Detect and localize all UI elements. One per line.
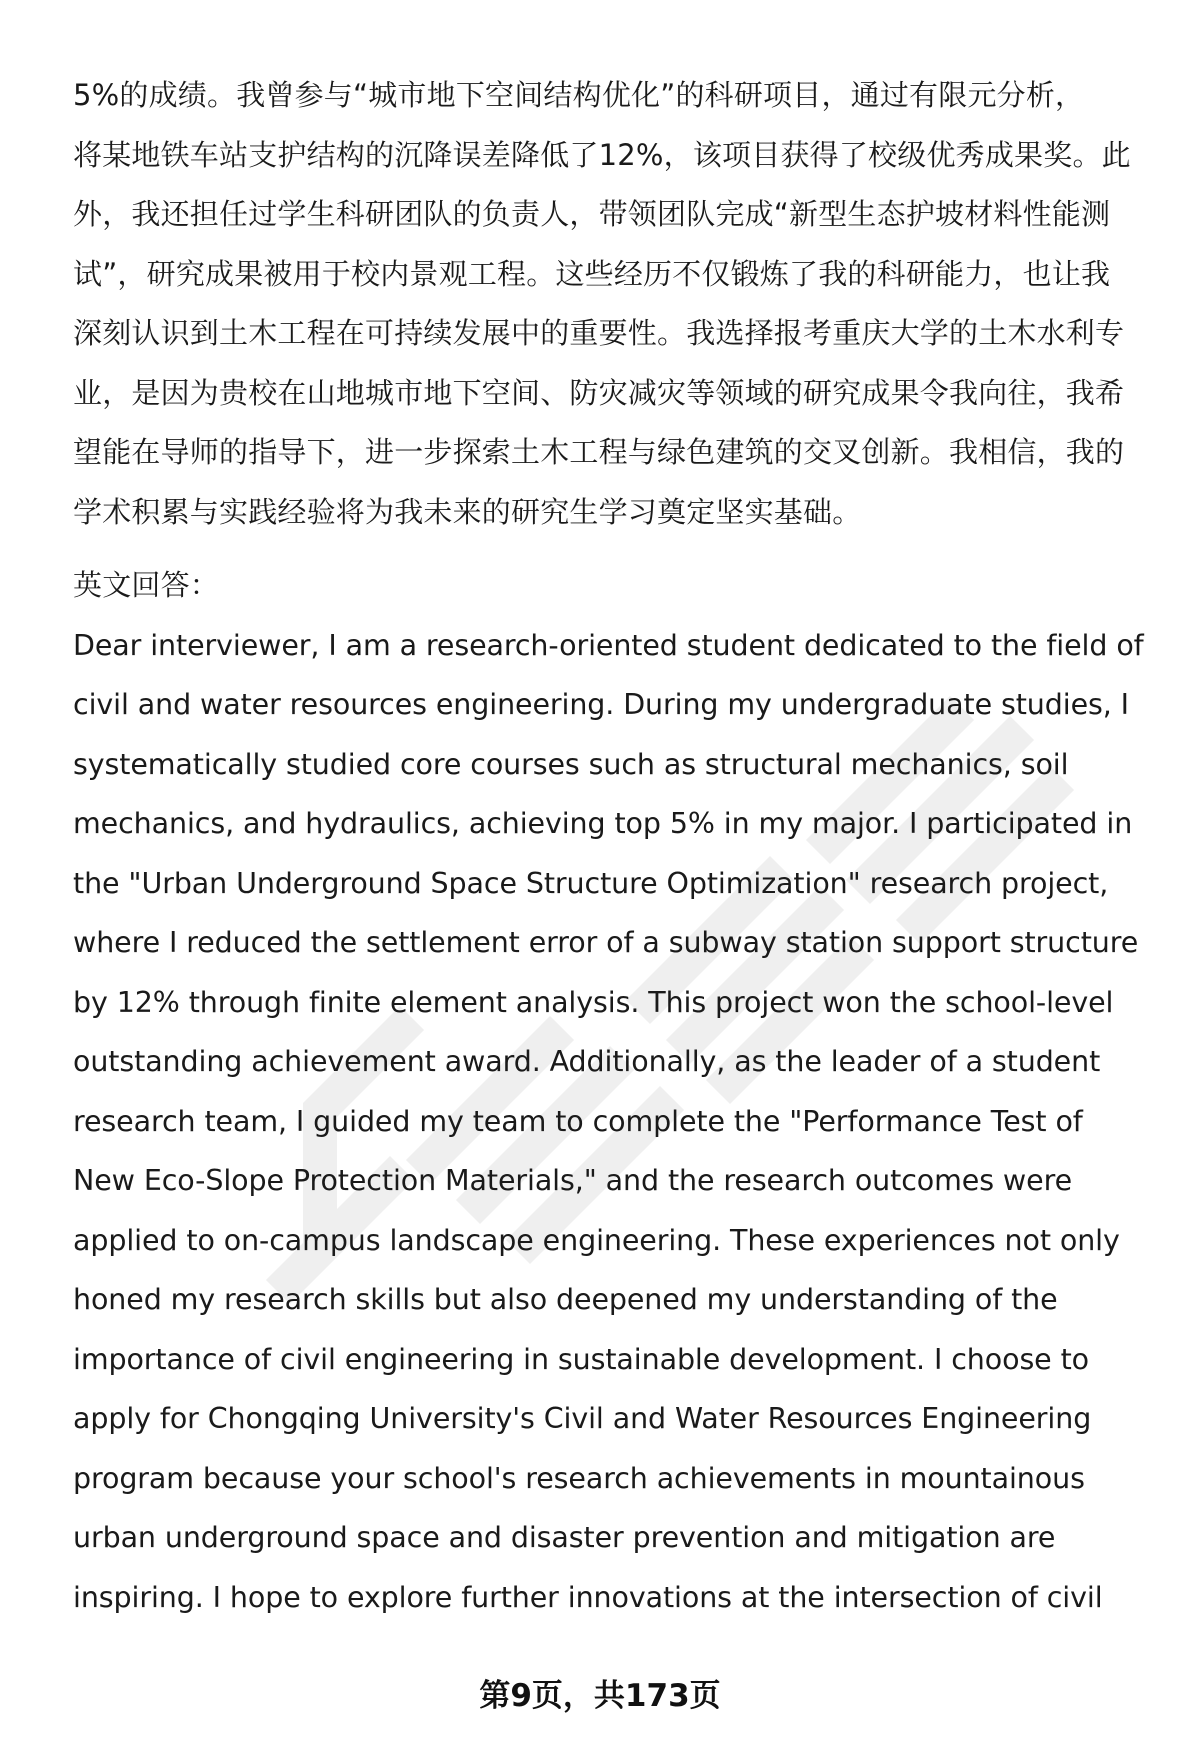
page-content (73, 66, 1153, 1627)
chinese-line-7: 望能在导师的指导下，进一步探索土木工程与绿色建筑的交叉创新。我相信，我的 (73, 435, 1125, 469)
section-spacer (73, 542, 1153, 556)
chinese-line-3: 外，我还担任过学生科研团队的负责人，带领团队完成“新型生态护坡材料性能测 (73, 197, 1111, 231)
english-line-11: applied to on-campus landscape engineering. These experiences not only (73, 1223, 1120, 1257)
english-line-15: program because your school's research achievements in mountainous (73, 1461, 1085, 1495)
english-answer-paragraph (73, 616, 1153, 1628)
english-line-12: honed my research skills but also deepened my understanding of the (73, 1283, 1058, 1316)
english-line-1: Dear interviewer, I am a research-oriented student dedicated to the field of (73, 628, 1144, 662)
english-answer-heading: 英文回答： (73, 568, 220, 602)
chinese-line-8: 学术积累与实践经验将为我未来的研究生学习奠定坚实基础。 (73, 494, 862, 529)
chinese-answer-paragraph (73, 66, 1153, 542)
english-line-8: outstanding achievement award. Additionally, as the leader of a student (73, 1045, 1101, 1078)
english-line-16: urban underground space and disaster prevention and mitigation are (73, 1521, 1056, 1554)
english-line-14: apply for Chongqing University's Civil and Water Resources Engineering (73, 1402, 1092, 1435)
english-line-4: mechanics, and hydraulics, achieving top 5% in my major. I participated in (73, 807, 1133, 840)
english-line-17: inspiring. I hope to explore further innovations at the intersection of civil (73, 1580, 1103, 1614)
chinese-line-4: 试”，研究成果被用于校内景观工程。这些经历不仅锻炼了我的科研能力，也让我 (73, 256, 1111, 291)
english-line-5: the "Urban Underground Space Structure Optimization" research project, (73, 866, 1109, 900)
chinese-line-6: 业，是因为贵校在山地城市地下空间、防灾减灾等领域的研究成果令我向往，我希 (73, 375, 1125, 410)
english-line-3: systematically studied core courses such as structural mechanics, soil (73, 747, 1069, 781)
english-line-6: where I reduced the settlement error of a subway station support structure (73, 926, 1139, 959)
chinese-line-1: 5%的成绩。我曾参与“城市地下空间结构优化”的科研项目，通过有限元分析， (73, 78, 1085, 112)
english-line-9: research team, I guided my team to complete the "Performance Test of (73, 1104, 1083, 1138)
english-line-10: New Eco-Slope Protection Materials," and the research outcomes were (73, 1164, 1072, 1197)
chinese-line-5: 深刻认识到土木工程在可持续发展中的重要性。我选择报考重庆大学的土木水利专 (73, 316, 1125, 350)
english-line-13: importance of civil engineering in sustainable development. I choose to (73, 1342, 1089, 1376)
page-number-footer: 第9页，共173页 (479, 1678, 721, 1714)
chinese-line-2: 将某地铁车站支护结构的沉降误差降低了12%，该项目获得了校级优秀成果奖。此 (73, 137, 1131, 172)
english-line-7: by 12% through finite element analysis. This project won the school-level (73, 985, 1114, 1019)
english-line-2: civil and water resources engineering. During my undergraduate studies, I (73, 688, 1129, 721)
